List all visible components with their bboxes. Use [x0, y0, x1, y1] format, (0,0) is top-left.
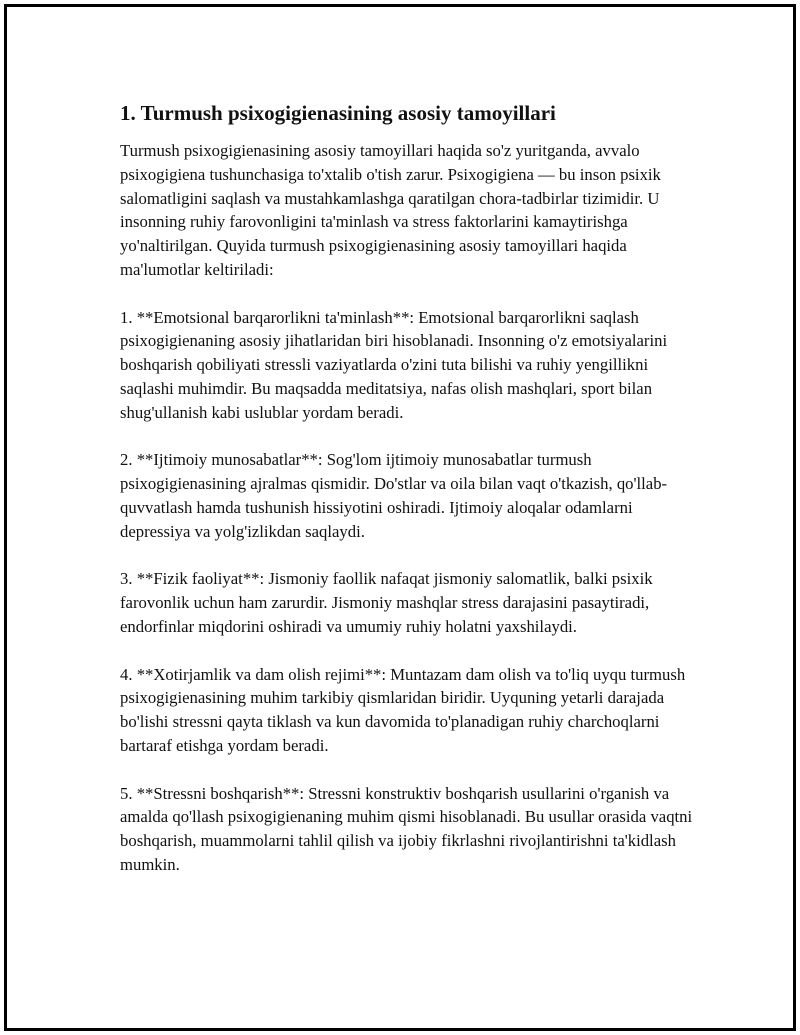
- principle-paragraph-3: 3. **Fizik faoliyat**: Jismoniy faollik nafaqat jismoniy salomatlik, balki psixik farovonlik uchun ham zarurdir. Jismoniy mashqlar stress darajasini pasaytiradi, endorfinlar miqdorini oshiradi va umumiy ruhiy holatni yaxshilaydi.: [120, 569, 653, 636]
- page-frame: [4, 4, 796, 1031]
- intro-paragraph: Turmush psixogigienasining asosiy tamoyillari haqida so'z yuritganda, avvalo psixogigiena tushunchasiga to'xtalib o'tish zarur. Psixogigiena — bu inson psixik salomatligini saqlash va mustahkamlashga qaratilgan chora-tadbirlar tizimidir. U insonning ruhiy farovonligini ta'minlash va stress faktorlarini kamaytirishga yo'naltirilgan. Quyida turmush psixogigienasining asosiy tamoyillari haqida ma'lumotlar keltiriladi:: [120, 141, 661, 279]
- document-body: [120, 99, 700, 901]
- principle-paragraph-1: 1. **Emotsional barqarorlikni ta'minlash**: Emotsional barqarorlikni saqlash psixogigienaning asosiy jihatlaridan biri hisoblanadi. Insonning o'z emotsiyalarini boshqarish qobiliyati stressli vaziyatlarda o'zini tuta bilishi va ruhiy yengillikni saqlashi muhimdir. Bu maqsadda meditatsiya, nafas olish mashqlari, sport bilan shug'ullanish kabi uslublar yordam beradi.: [120, 307, 668, 422]
- principle-paragraph-4: 4. **Xotirjamlik va dam olish rejimi**: Muntazam dam olish va to'liq uyqu turmush psixogigienasining muhim tarkibiy qismlaridan biridir. Uyquning yetarli darajada bo'lishi stressni qayta tiklash va kun davomida to'planadigan ruhiy charchoqlarni bartaraf etishga yordam beradi.: [120, 664, 686, 755]
- principle-paragraph-2: 2. **Ijtimoiy munosabatlar**: Sog'lom ijtimoiy munosabatlar turmush psixogigienasining ajralmas qismidir. Do'stlar va oila bilan vaqt o'tkazish, qo'llab-quvvatlash hamda tushunish hissiyotini oshiradi. Ijtimoiy aloqalar odamlarni depressiya va yolg'izlikdan saqlaydi.: [120, 450, 668, 541]
- principle-paragraph-5: 5. **Stressni boshqarish**: Stressni konstruktiv boshqarish usullarini o'rganish va amalda qo'llash psixogigienaning muhim qismi hisoblanadi. Bu usullar orasida vaqtni boshqarish, muammolarni tahlil qilish va ijobiy fikrlashni rivojlantirishni ta'kidlash mumkin.: [120, 783, 693, 874]
- document-title: 1. Turmush psixogigienasining asosiy tamoyillari: [120, 101, 556, 125]
